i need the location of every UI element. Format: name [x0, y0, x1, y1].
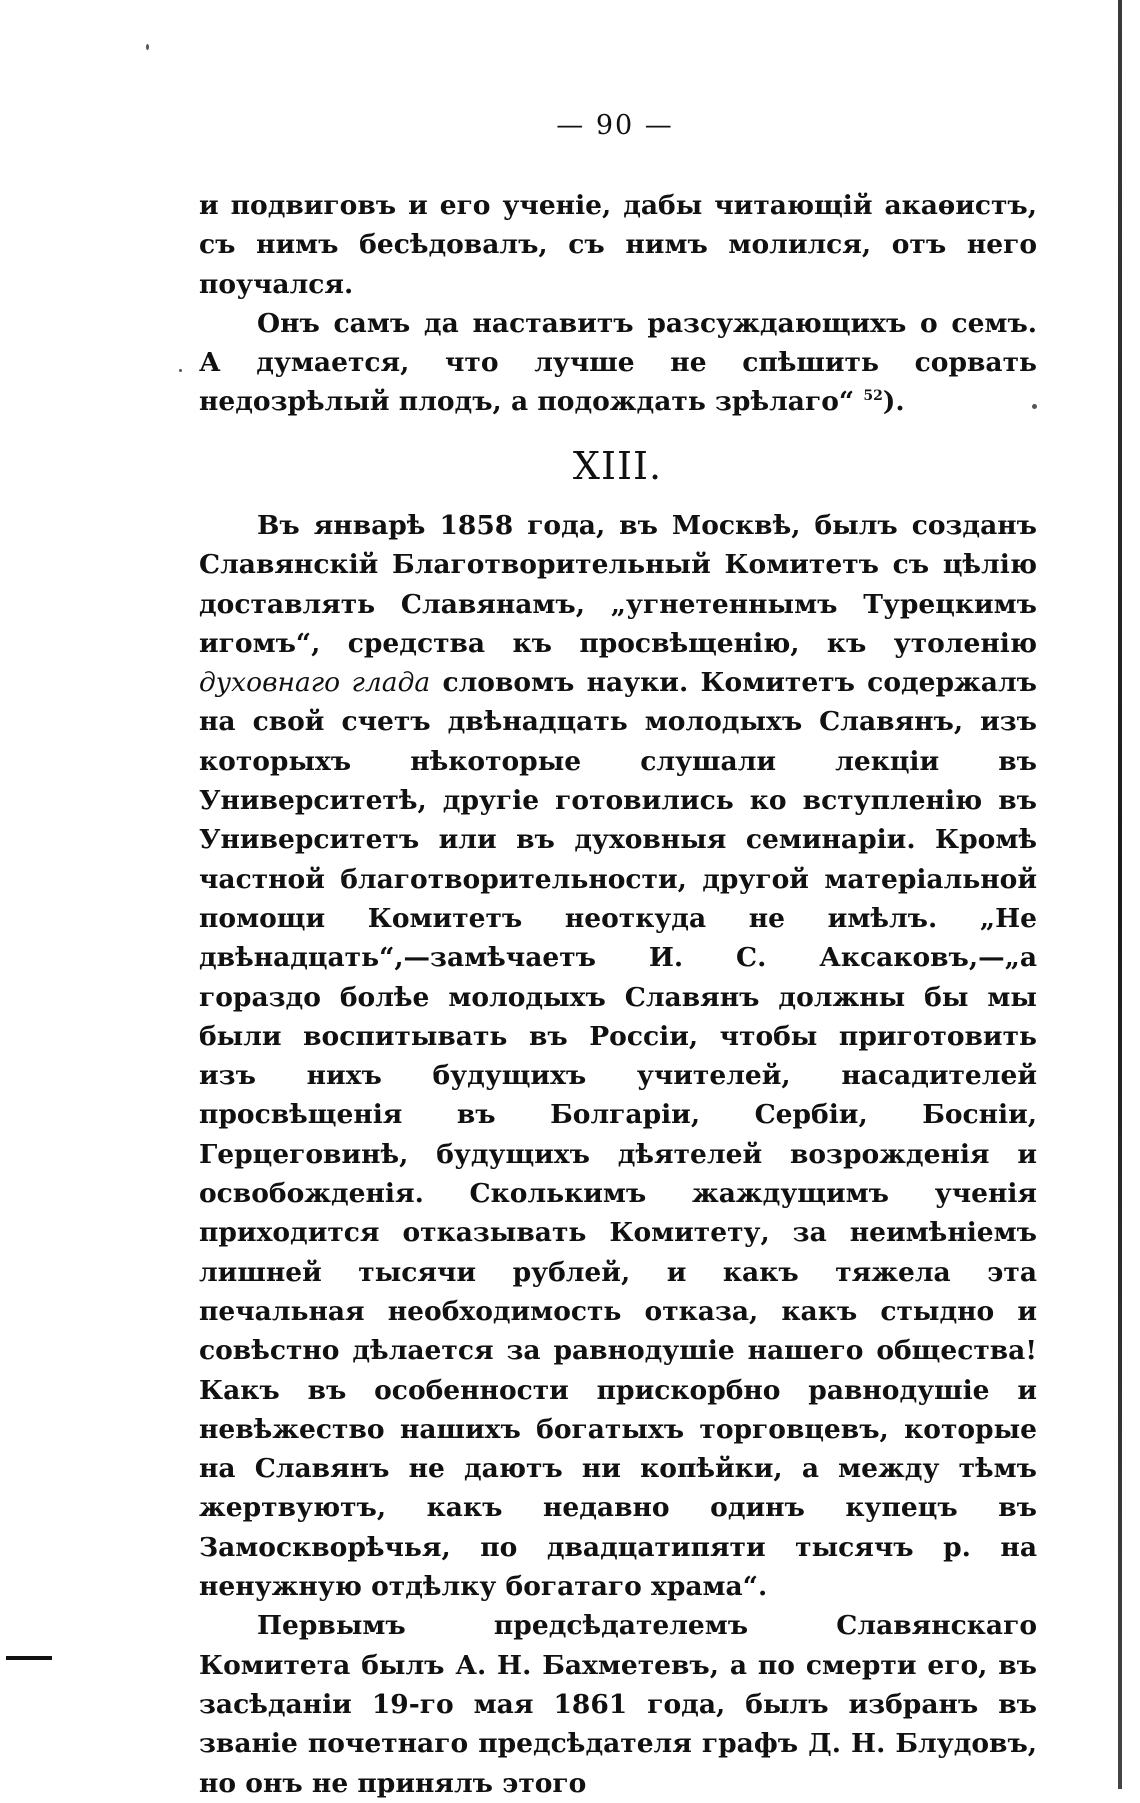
paragraph-end: ). [882, 386, 905, 418]
paragraph-continuation: и подвиговъ и его ученіе, дабы читающій акаѳистъ, съ нимъ бесѣдовалъ, съ нимъ молился, отъ него поучался. [199, 190, 1037, 300]
paragraph: Первымъ предсѣдателемъ Славянскаго Комитета былъ А. Н. Бахметевъ, а по смерти его, въ засѣданіи 19-го мая 1861 года, былъ избранъ въ званіе почетнаго предсѣдателя графъ Д. Н. Блудовъ, но онъ не принялъ этого [199, 1610, 1037, 1799]
emphasized-phrase: духовнаго глада [199, 667, 431, 699]
page-edge-shadow [1118, 0, 1122, 1789]
ink-speck [179, 369, 182, 372]
page-number: — 90 — [556, 110, 674, 141]
paragraph [199, 506, 1037, 1606]
margin-ink-mark [6, 1656, 52, 1660]
ink-speck [146, 44, 149, 50]
section-heading: XIII. [572, 444, 663, 488]
text-block-main [199, 506, 1037, 1803]
paragraph-text: словомъ науки. Комитетъ содержалъ на свой счетъ двѣнадцать молодыхъ Славянъ, изъ которыхъ нѣкоторые слушали лекціи въ Университетѣ, другіе готовились ко вступленію въ Университетъ или въ духовныя семинаріи. Кромѣ частной благотворительности, другой матеріальной помощи Комитетъ неоткуда не имѣлъ. „Не двѣнадцать“,—замѣчаетъ И. С. Аксаковъ,—„а гораздо болѣе молодыхъ Славянъ должны бы мы были воспитывать въ Россіи, чтобы приготовить изъ нихъ будущихъ учителей, насадителей просвѣщенія въ Болгаріи, Сербіи, Босніи, Герцеговинѣ, будущихъ дѣятелей возрожденія и освобожденія. Сколькимъ жаждущимъ ученія приходится отказывать Комитету, за неимѣніемъ лишней тысячи рублей, и какъ тяжела эта печальная необходимость отказа, какъ стыдно и совѣстно дѣлается за равнодушіе нашего общества! Какъ въ особенности прискорбно равнодушіе и невѣжество нашихъ богатыхъ торговцевъ, которые на Славянъ не даютъ ни копѣйки, а между тѣмъ жертвуютъ, какъ недавно одинъ купецъ въ Замоскворѣчья, по двадцатипяти тысячъ р. на ненужную отдѣлку богатаго храма“. [199, 667, 1037, 1603]
text-block-top [199, 186, 1037, 422]
paragraph-text: Въ январѣ 1858 года, въ Москвѣ, былъ созданъ Славянскій Благотворительный Комитетъ съ цѣлію доставлять Славянамъ, „угнетеннымъ Турецкимъ игомъ“, средства къ просвѣщенію, къ утоленію [199, 510, 1037, 659]
footnote-reference: 52 [863, 388, 883, 405]
paragraph [199, 304, 1037, 422]
paragraph-text: Онъ самъ да наставитъ разсуждающихъ о семъ. А думается, что лучше не спѣшить сорвать недозрѣлый плодъ, а подождать зрѣлаго“ [199, 307, 1037, 418]
